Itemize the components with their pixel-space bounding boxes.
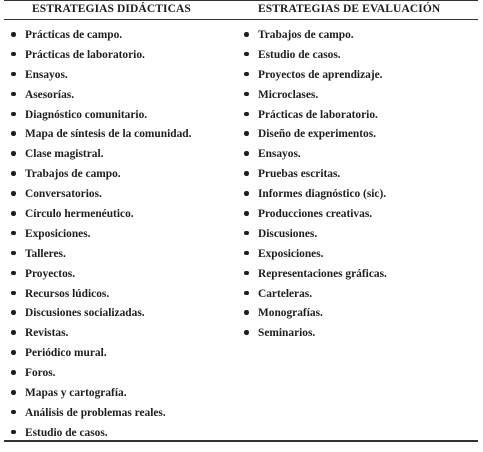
header-evaluation-strategies: ESTRATEGIAS DE EVALUACIÓN xyxy=(258,3,441,15)
didactic-strategy-item-label: Revistas. xyxy=(25,327,69,340)
bullet-icon xyxy=(11,52,16,57)
bullet-icon xyxy=(11,231,16,236)
bullet-icon xyxy=(11,350,16,355)
bullet-icon xyxy=(244,112,249,117)
bullet-icon xyxy=(244,330,249,335)
evaluation-strategy-item-label: Diseño de experimentos. xyxy=(258,128,377,141)
didactic-strategy-item-label: Proyectos. xyxy=(25,267,76,280)
didactic-strategy-item xyxy=(11,267,191,287)
didactic-strategy-item xyxy=(11,306,191,326)
bullet-icon xyxy=(11,151,16,156)
didactic-strategy-item-label: Ensayos. xyxy=(25,68,68,81)
didactic-strategy-item-label: Asesorías. xyxy=(25,88,75,101)
header-rule xyxy=(4,19,478,20)
didactic-strategy-item xyxy=(11,247,191,267)
didactic-strategy-item-label: Estudio de casos. xyxy=(25,426,108,439)
didactic-strategy-item xyxy=(11,48,191,68)
evaluation-strategy-item xyxy=(244,207,387,227)
bullet-icon xyxy=(11,211,16,216)
bullet-icon xyxy=(244,32,249,37)
didactic-strategy-item-label: Mapas y cartografía. xyxy=(25,387,127,400)
bullet-icon xyxy=(11,390,16,395)
evaluation-strategy-item-label: Estudio de casos. xyxy=(258,48,341,61)
didactic-strategy-item-label: Diagnóstico comunitario. xyxy=(25,108,148,121)
didactic-strategy-item-label: Análisis de problemas reales. xyxy=(25,406,166,419)
didactic-strategy-item-label: Foros. xyxy=(25,367,56,380)
bullet-icon xyxy=(244,92,249,97)
evaluation-strategy-item xyxy=(244,108,387,128)
bullet-icon xyxy=(244,251,249,256)
didactic-strategy-item xyxy=(11,386,191,406)
didactic-strategy-item xyxy=(11,287,191,307)
bullet-icon xyxy=(244,310,249,315)
didactic-strategy-item xyxy=(11,88,191,108)
bullet-icon xyxy=(11,32,16,37)
bullet-icon xyxy=(244,191,249,196)
evaluation-strategy-item xyxy=(244,287,387,307)
header-didactic-strategies: ESTRATEGIAS DIDÁCTICAS xyxy=(32,3,191,15)
bullet-icon xyxy=(11,330,16,335)
evaluation-strategy-item-label: Microclases. xyxy=(258,88,319,101)
bullet-icon xyxy=(11,410,16,415)
evaluation-strategy-item xyxy=(244,68,387,88)
evaluation-strategy-item xyxy=(244,227,387,247)
didactic-strategy-item xyxy=(11,227,191,247)
evaluation-strategy-item-label: Pruebas escritas. xyxy=(258,168,341,181)
bullet-icon xyxy=(11,191,16,196)
bullet-icon xyxy=(11,310,16,315)
evaluation-strategy-item-label: Discusiones. xyxy=(258,227,318,240)
table-top-rule xyxy=(4,0,478,1)
bullet-icon xyxy=(244,131,249,136)
evaluation-strategy-item-label: Prácticas de laboratorio. xyxy=(258,108,378,121)
didactic-strategy-item xyxy=(11,28,191,48)
evaluation-strategy-item xyxy=(244,167,387,187)
bullet-icon xyxy=(244,291,249,296)
bullet-icon xyxy=(244,52,249,57)
bullet-icon xyxy=(11,251,16,256)
evaluation-strategy-item-label: Informes diagnóstico (sic). xyxy=(258,188,387,201)
didactic-strategy-item xyxy=(11,207,191,227)
didactic-strategy-item-label: Periódico mural. xyxy=(25,347,107,360)
didactic-strategy-item-label: Recursos lúdicos. xyxy=(25,287,110,300)
didactic-strategies-list xyxy=(11,28,191,446)
evaluation-strategy-item-label: Trabajos de campo. xyxy=(258,29,354,41)
evaluation-strategy-item xyxy=(244,28,387,48)
didactic-strategy-item xyxy=(11,108,191,128)
didactic-strategy-item-label: Conversatorios. xyxy=(25,188,102,201)
evaluation-strategy-item xyxy=(244,326,387,346)
didactic-strategy-item xyxy=(11,187,191,207)
didactic-strategy-item-label: Trabajos de campo. xyxy=(25,168,121,181)
bullet-icon xyxy=(11,92,16,97)
didactic-strategy-item xyxy=(11,346,191,366)
didactic-strategy-item xyxy=(11,426,191,446)
didactic-strategy-item xyxy=(11,127,191,147)
evaluation-strategy-item xyxy=(244,187,387,207)
didactic-strategy-item xyxy=(11,68,191,88)
bullet-icon xyxy=(11,72,16,77)
bullet-icon xyxy=(244,171,249,176)
didactic-strategy-item-label: Mapa de síntesis de la comunidad. xyxy=(25,128,192,141)
didactic-strategy-item xyxy=(11,406,191,426)
didactic-strategy-item-label: Discusiones socializadas. xyxy=(25,307,145,320)
didactic-strategy-item-label: Círculo hermenéutico. xyxy=(25,208,134,221)
evaluation-strategy-item-label: Seminarios. xyxy=(258,327,316,340)
evaluation-strategy-item-label: Producciones creativas. xyxy=(258,208,373,221)
didactic-strategy-item xyxy=(11,326,191,346)
bullet-icon xyxy=(244,151,249,156)
bullet-icon xyxy=(11,131,16,136)
bullet-icon xyxy=(11,430,16,435)
bullet-icon xyxy=(244,211,249,216)
bullet-icon xyxy=(244,271,249,276)
evaluation-strategy-item xyxy=(244,267,387,287)
evaluation-strategy-item xyxy=(244,127,387,147)
bullet-icon xyxy=(244,72,249,77)
bullet-icon xyxy=(11,291,16,296)
bullet-icon xyxy=(11,171,16,176)
evaluation-strategy-item-label: Representaciones gráficas. xyxy=(258,267,387,280)
evaluation-strategy-item xyxy=(244,247,387,267)
evaluation-strategy-item-label: Monografías. xyxy=(258,307,323,320)
didactic-strategy-item xyxy=(11,366,191,386)
bullet-icon xyxy=(244,231,249,236)
evaluation-strategy-item xyxy=(244,48,387,68)
bullet-icon xyxy=(11,112,16,117)
bullet-icon xyxy=(11,271,16,276)
didactic-strategy-item-label: Prácticas de campo. xyxy=(25,29,123,41)
didactic-strategy-item xyxy=(11,147,191,167)
evaluation-strategy-item xyxy=(244,147,387,167)
didactic-strategy-item-label: Prácticas de laboratorio. xyxy=(25,48,145,61)
evaluation-strategy-item-label: Ensayos. xyxy=(258,148,301,161)
didactic-strategy-item-label: Clase magistral. xyxy=(25,148,104,161)
evaluation-strategies-list xyxy=(244,28,387,346)
didactic-strategy-item-label: Exposiciones. xyxy=(25,227,91,240)
evaluation-strategy-item-label: Proyectos de aprendizaje. xyxy=(258,68,383,81)
evaluation-strategy-item xyxy=(244,306,387,326)
didactic-strategy-item xyxy=(11,167,191,187)
evaluation-strategy-item-label: Exposiciones. xyxy=(258,247,324,260)
evaluation-strategy-item-label: Carteleras. xyxy=(258,287,313,300)
table-bottom-rule xyxy=(4,440,478,442)
evaluation-strategy-item xyxy=(244,88,387,108)
didactic-strategy-item-label: Talleres. xyxy=(25,247,66,260)
bullet-icon xyxy=(11,370,16,375)
